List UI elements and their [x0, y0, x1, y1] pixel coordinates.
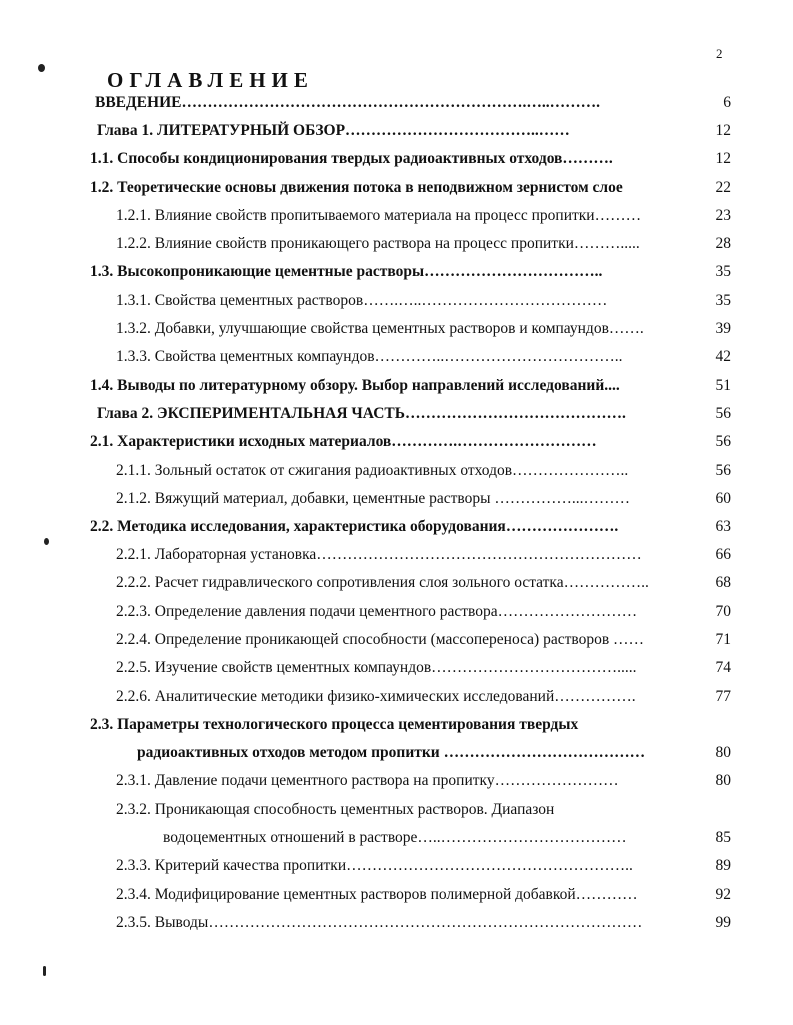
- toc-entry-text: водоцементных отношений в растворе…..………………………………: [163, 829, 627, 846]
- toc-entry-2-2-3[interactable]: [0, 603, 793, 627]
- toc-title: ОГЛАВЛЕНИЕ: [107, 68, 314, 92]
- toc-entry-2-2-1[interactable]: [0, 546, 793, 570]
- toc-entry-page: 85: [715, 829, 731, 846]
- toc-entry-2-3-1[interactable]: [0, 772, 793, 796]
- toc-entry-text: 2.1.2. Вяжущий материал, добавки, цементные растворы ……………...………: [116, 490, 631, 507]
- toc-entry-text: Глава 1. ЛИТЕРАТУРНЫЙ ОБЗОР………………………………..……: [97, 122, 570, 139]
- toc-entry-page: 23: [715, 207, 731, 224]
- toc-entry-2-2-6[interactable]: [0, 688, 793, 712]
- toc-entry-text: 2.3.4. Модифицирование цементных растворов полимерной добавкой…………: [116, 886, 638, 903]
- toc-entry-text: ВВЕДЕНИЕ………………………………………………………….…..……….: [95, 94, 600, 111]
- toc-entry-page: 35: [715, 292, 731, 309]
- toc-entry-page: 35: [715, 263, 731, 280]
- toc-entry-1-4[interactable]: [0, 377, 793, 401]
- toc-entry-page: 51: [715, 377, 731, 394]
- toc-entry-2-2[interactable]: [0, 518, 793, 542]
- toc-entry-page: 39: [715, 320, 731, 337]
- toc-entry-page: 77: [715, 688, 731, 705]
- toc-entry-1-2-1[interactable]: [0, 207, 793, 231]
- scan-speck: [43, 966, 46, 976]
- toc-entry-page: 22: [715, 179, 731, 196]
- toc-entry-2-2-2[interactable]: [0, 574, 793, 598]
- toc-entry-2-1[interactable]: [0, 433, 793, 457]
- toc-entry-text: 2.1. Характеристики исходных материалов………….………………………: [90, 433, 597, 450]
- toc-entry-text: 2.2.6. Аналитические методики физико-химических исследований…………….: [116, 688, 636, 705]
- scan-speck: [38, 64, 45, 72]
- page-number: 2: [716, 46, 723, 61]
- toc-entry-text: Глава 2. ЭКСПЕРИМЕНТАЛЬНАЯ ЧАСТЬ…………………………………….: [97, 405, 626, 422]
- toc-entry-chapter-2[interactable]: [0, 405, 793, 429]
- toc-entry-page: 89: [715, 857, 731, 874]
- toc-entry-introduction[interactable]: [0, 94, 793, 118]
- toc-entry-text: 1.2.2. Влияние свойств проникающего раствора на процесс пропитки……….....: [116, 235, 640, 252]
- toc-entry-2-2-4[interactable]: [0, 631, 793, 655]
- toc-entry-text: 2.2.5. Изучение свойств цементных компаундов……………………………….....: [116, 659, 637, 676]
- toc-entry-2-3-2-line-1[interactable]: [0, 801, 793, 825]
- toc-entry-page: 56: [715, 405, 731, 422]
- toc-entry-text: 2.3.5. Выводы…………………………………………………………………………: [116, 914, 643, 931]
- toc-entry-2-1-2[interactable]: [0, 490, 793, 514]
- toc-entry-1-2-2[interactable]: [0, 235, 793, 259]
- toc-entry-2-2-5[interactable]: [0, 659, 793, 683]
- toc-entry-page: 6: [723, 94, 731, 111]
- toc-entry-1-3-1[interactable]: [0, 292, 793, 316]
- toc-entry-2-3-line-2[interactable]: [0, 744, 793, 768]
- toc-entry-text: 2.2.3. Определение давления подачи цементного раствора………………………: [116, 603, 638, 620]
- toc-entry-2-3-5[interactable]: [0, 914, 793, 938]
- toc-entry-text: 2.3.3. Критерий качества пропитки………………………………………………..: [116, 857, 633, 874]
- toc-entry-page: 70: [715, 603, 731, 620]
- toc-entry-1-3-2[interactable]: [0, 320, 793, 344]
- toc-entry-page: 80: [715, 772, 731, 789]
- toc-entry-1-1[interactable]: [0, 150, 793, 174]
- toc-entry-chapter-1[interactable]: [0, 122, 793, 146]
- toc-entry-text: 2.3.2. Проникающая способность цементных растворов. Диапазон: [116, 801, 555, 818]
- toc-entry-text: 1.3.2. Добавки, улучшающие свойства цементных растворов и компаундов…….: [116, 320, 644, 337]
- toc-entry-page: 12: [715, 150, 731, 167]
- toc-entry-2-1-1[interactable]: [0, 462, 793, 486]
- toc-entry-text: 2.1.1. Зольный остаток от сжигания радиоактивных отходов…………………..: [116, 462, 629, 479]
- toc-entry-page: 92: [715, 886, 731, 903]
- toc-entry-text: 2.3.1. Давление подачи цементного раствора на пропитку……………………: [116, 772, 619, 789]
- toc-entry-text: 2.2.1. Лабораторная установка………………………………………………………: [116, 546, 642, 563]
- toc-entry-page: 99: [715, 914, 731, 931]
- toc-entry-text: 1.2.1. Влияние свойств пропитываемого материала на процесс пропитки………: [116, 207, 642, 224]
- toc-entry-1-3[interactable]: [0, 263, 793, 287]
- toc-entry-page: 74: [715, 659, 731, 676]
- toc-entry-text: 2.2.2. Расчет гидравлического сопротивления слоя зольного остатка……………..: [116, 574, 649, 591]
- toc-entry-text: 1.3.1. Свойства цементных растворов…….…..………………………………: [116, 292, 608, 309]
- toc-entry-page: 71: [715, 631, 731, 648]
- toc-entry-page: 66: [715, 546, 731, 563]
- toc-entry-text: 1.3. Высокопроникающие цементные растворы……………………………..: [90, 263, 603, 280]
- toc-entry-text: 1.4. Выводы по литературному обзору. Выбор направлений исследований....: [90, 377, 620, 394]
- toc-entry-1-3-3[interactable]: [0, 348, 793, 372]
- toc-entry-page: 68: [715, 574, 731, 591]
- toc-entry-page: 42: [715, 348, 731, 365]
- toc-entry-page: 28: [715, 235, 731, 252]
- toc-entry-page: 12: [715, 122, 731, 139]
- toc-entry-text: 2.3. Параметры технологического процесса цементирования твердых: [90, 716, 579, 733]
- toc-entry-page: 56: [715, 462, 731, 479]
- toc-entry-text: 1.1. Способы кондиционирования твердых радиоактивных отходов……….: [90, 150, 613, 167]
- toc-entry-1-2[interactable]: [0, 179, 793, 203]
- toc-entry-text: 1.3.3. Свойства цементных компаундов…………..……………………………..: [116, 348, 623, 365]
- toc-entry-text: радиоактивных отходов методом пропитки …………………………………: [137, 744, 646, 761]
- toc-entry-2-3-4[interactable]: [0, 886, 793, 910]
- toc-entry-2-3-2-line-2[interactable]: [0, 829, 793, 853]
- scan-speck: [44, 538, 49, 545]
- toc-entry-text: 2.2.4. Определение проникающей способности (массопереноса) растворов ……: [116, 631, 645, 648]
- toc-entry-page: 80: [715, 744, 731, 761]
- toc-entry-page: 63: [715, 518, 731, 535]
- toc-entry-text: 1.2. Теоретические основы движения потока в неподвижном зернистом слое: [90, 179, 623, 196]
- toc-entry-2-3-line-1[interactable]: [0, 716, 793, 740]
- toc-entry-text: 2.2. Методика исследования, характеристика оборудования………………….: [90, 518, 619, 535]
- toc-entry-page: 60: [715, 490, 731, 507]
- toc-entry-2-3-3[interactable]: [0, 857, 793, 881]
- toc-entry-page: 56: [715, 433, 731, 450]
